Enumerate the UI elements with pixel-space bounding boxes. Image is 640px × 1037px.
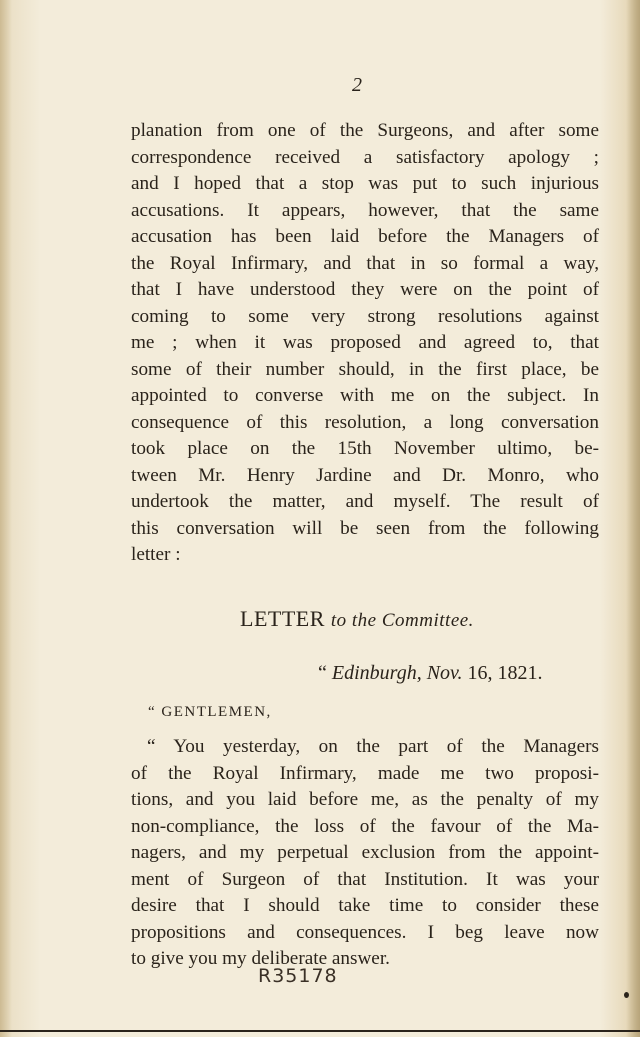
text-line: accusations. It appears, however, that the same [131,199,599,221]
letter-line: ment of Surgeon of that Institution. It was your [131,868,599,890]
text-line: some of their number should, in the first place, be [131,358,599,380]
letter-line: non-compliance, the loss of the favour of the Ma- [131,815,599,837]
text-line: and I hoped that a stop was put to such injurious [131,173,599,194]
dateline-quote: “ [318,662,327,684]
page-edge-left [0,0,12,1037]
text-line: coming to some very strong resolutions against [131,305,599,327]
text-line: correspondence received a satisfactory apology ; [131,146,599,168]
dateline-date: 16, 1821. [467,662,543,684]
letter-dateline [318,662,542,685]
letter-line: propositions and consequences. I beg leave now [131,921,599,943]
letter-heading [240,606,474,632]
letter-body [131,734,599,973]
text-line: tween Mr. Henry Jardine and Dr. Monro, who [131,464,599,486]
letter-line: “ You yesterday, on the part of the Managers [147,736,599,757]
text-line: accusation has been laid before the Managers of [131,226,599,247]
text-line: consequence of this resolution, a long conversation [131,411,599,433]
text-line: letter : [131,544,181,565]
page-edge-right [626,0,640,1037]
heading-main: LETTER [240,606,325,631]
heading-sub: to the Committee. [330,610,474,631]
letter-line: nagers, and my perpetual exclusion from the appoint- [131,842,599,863]
letter-line: to give you my deliberate answer. [131,948,390,969]
text-line: this conversation will be seen from the following [131,517,599,539]
text-line: that I have understood they were on the point of [131,279,599,300]
text-line: undertook the matter, and myself. The result of [131,491,599,512]
text-line: planation from one of the Surgeons, and after some [131,120,599,141]
text-line: me ; when it was proposed and agreed to, that [131,332,599,353]
letter-line: tions, and you laid before me, as the penalty of my [131,789,599,810]
body-paragraph [131,118,599,569]
letter-line: of the Royal Infirmary, made me two proposi- [131,762,599,784]
text-line: the Royal Infirmary, and that in so formal a way, [131,252,599,274]
page-number: 2 [352,74,362,96]
dateline-place: Edinburgh, Nov. [331,662,463,684]
text-line: appointed to converse with me on the subject. In [131,385,599,406]
text-line: took place on the 15th November ultimo, be- [131,438,599,459]
letter-line: desire that I should take time to consider these [131,895,599,916]
library-shelfmark: R35178 [258,965,338,987]
ink-dot [624,992,629,998]
bottom-rule [0,1030,640,1032]
letter-salutation: “ GENTLEMEN, [148,704,272,720]
